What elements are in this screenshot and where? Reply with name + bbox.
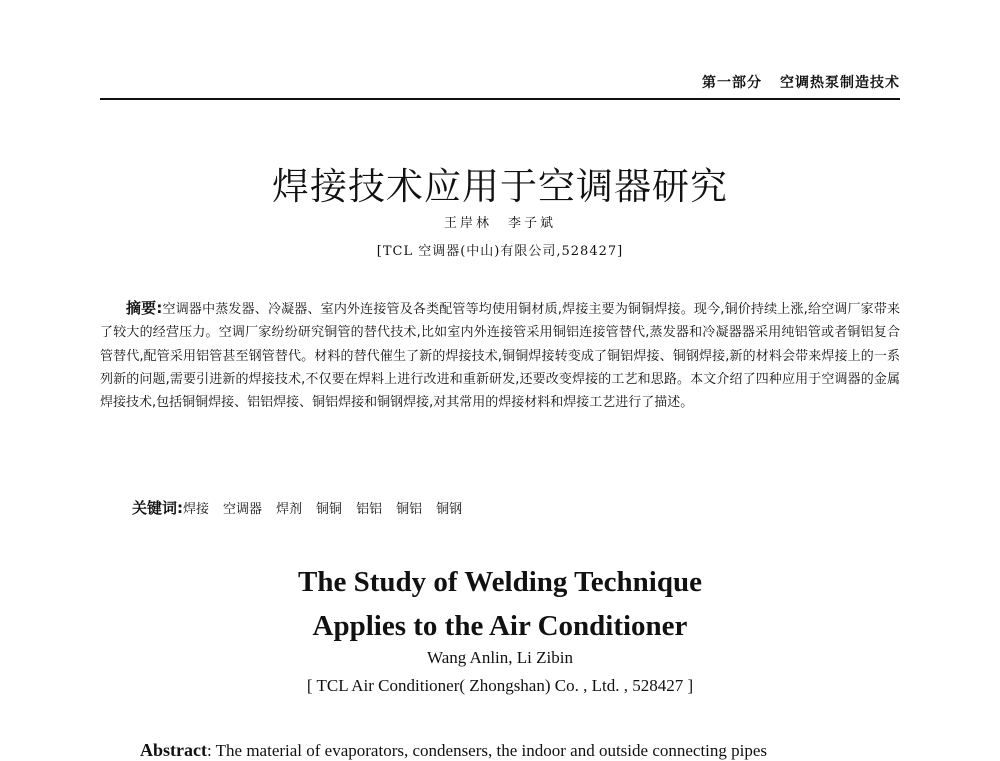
chinese-affiliation: [TCL 空调器(中山)有限公司,528427] [376,244,624,259]
english-authors: Wang Anlin, Li Zibin [427,648,573,667]
header-part: 第一部分 [702,75,762,91]
keyword: 空调器 [223,502,263,517]
english-abstract-label: Abstract [140,740,207,760]
english-affiliation: [ TCL Air Conditioner( Zhongshan) Co. , Ltd. , 528427 ] [306,676,694,695]
keyword: 铜铝 [396,502,423,517]
keyword: 焊剂 [276,502,303,517]
english-abstract-text: : The material of evaporators, condensers, the indoor and outside connecting pipes [206,741,768,760]
keyword: 铜钢 [436,502,463,517]
chinese-title: 焊接技术应用于空调器研究 [272,165,728,208]
english-abstract [140,740,900,761]
chinese-abstract-label: 摘要: [126,299,163,317]
header-rule [100,98,900,100]
keyword: 焊接 [183,502,210,517]
chinese-keywords-label: 关键词: [132,499,183,517]
english-title-line-1: The Study of Welding Technique [297,566,702,598]
chinese-abstract [100,297,900,414]
english-title-line-2: Applies to the Air Conditioner [312,610,688,642]
keyword: 铝铝 [356,502,383,517]
keyword: 铜铜 [316,502,343,517]
running-header [702,72,900,92]
chinese-authors: 王岸林 李子斌 [443,216,556,231]
header-section: 空调热泵制造技术 [780,75,900,91]
chinese-keywords [132,497,900,518]
chinese-abstract-text: 空调器中蒸发器、冷凝器、室内外连接管及各类配管等均使用铜材质,焊接主要为铜铜焊接。现今,铜价持续上涨,给空调厂家带来了较大的经营压力。空调厂家纷纷研究铜管的替代技术,比如室内外连接管采用铜铝连接管替代,蒸发器和冷凝器器采用纯铝管或者铜铝复合管替代,配管采用铝管甚至钢管替代。材料的替代催生了新的焊接技术,铜铜焊接转变成了铜铝焊接、铜钢焊接,新的材料会带来焊接上的一系列新的问题,需要引进新的焊接技术,不仅要在焊料上进行改进和重新研发,还要改变焊接的工艺和思路。本文介绍了四种应用于空调器的金属焊接技术,包括铜铜焊接、铝铝焊接、铜铝焊接和铜钢焊接,对其常用的焊接材料和焊接工艺进行了描述。 [100,302,900,411]
english-title [0,560,1000,648]
